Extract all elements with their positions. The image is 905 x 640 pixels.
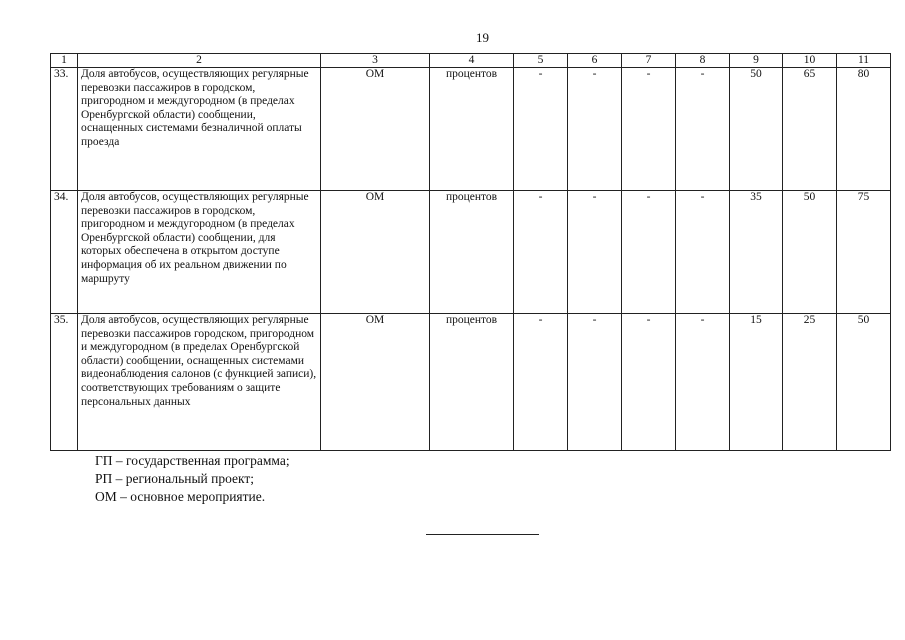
indicator-unit: процентов [430,191,514,314]
header-col-9: 9 [730,54,783,68]
value-col-7: - [622,314,676,451]
table-row [51,68,891,191]
value-col-10: 65 [783,68,837,191]
header-col-6: 6 [568,54,622,68]
legend-item-rp: РП – региональный проект; [95,471,255,486]
legend-item-gp: ГП – государственная программа; [95,453,290,468]
value-col-9: 35 [730,191,783,314]
header-col-7: 7 [622,54,676,68]
value-col-9: 50 [730,68,783,191]
indicator-name: Доля автобусов, осуществляющих регулярные перевозки пассажиров городском, пригородном и междугородном (в пределах Оренбургской области) сообщении, оснащенных системами видеонаблюдения салонов (с функцией записи), соответствующих требованиям о защите персональных данных [78,314,321,451]
value-col-11: 75 [837,191,891,314]
closing-rule [426,534,539,535]
indicators-table [50,53,891,451]
table-row [51,191,891,314]
header-col-8: 8 [676,54,730,68]
header-col-11: 11 [837,54,891,68]
indicator-type: ОМ [321,68,430,191]
row-number: 34. [51,191,78,314]
header-col-5: 5 [514,54,568,68]
value-col-7: - [622,68,676,191]
legend-item-om: ОМ – основное мероприятие. [95,489,266,504]
row-number: 33. [51,68,78,191]
value-col-5: - [514,68,568,191]
indicator-unit: процентов [430,314,514,451]
header-row [51,54,891,68]
header-col-10: 10 [783,54,837,68]
value-col-6: - [568,68,622,191]
indicator-name: Доля автобусов, осуществляющих регулярные перевозки пассажиров в городском, пригородном и междугородном (в пределах Оренбургской области) сообщении, оснащенных системами безналичной оплаты проезда [78,68,321,191]
row-number: 35. [51,314,78,451]
legend [95,452,290,506]
table-row [51,314,891,451]
value-col-8: - [676,68,730,191]
value-col-11: 80 [837,68,891,191]
indicator-unit: процентов [430,68,514,191]
value-col-5: - [514,191,568,314]
value-col-9: 15 [730,314,783,451]
value-col-6: - [568,191,622,314]
indicator-type: ОМ [321,314,430,451]
header-col-4: 4 [430,54,514,68]
indicator-type: ОМ [321,191,430,314]
value-col-10: 25 [783,314,837,451]
header-col-1: 1 [51,54,78,68]
value-col-5: - [514,314,568,451]
header-col-2: 2 [78,54,321,68]
value-col-10: 50 [783,191,837,314]
value-col-11: 50 [837,314,891,451]
header-col-3: 3 [321,54,430,68]
value-col-8: - [676,191,730,314]
value-col-8: - [676,314,730,451]
indicator-name: Доля автобусов, осуществляющих регулярные перевозки пассажиров в городском, пригородном и междугородном (в пределах Оренбургской области) сообщении, для которых обеспечена в открытом доступе информация об их реальном движении по маршруту [78,191,321,314]
value-col-7: - [622,191,676,314]
value-col-6: - [568,314,622,451]
page-number: 19 [476,30,489,45]
